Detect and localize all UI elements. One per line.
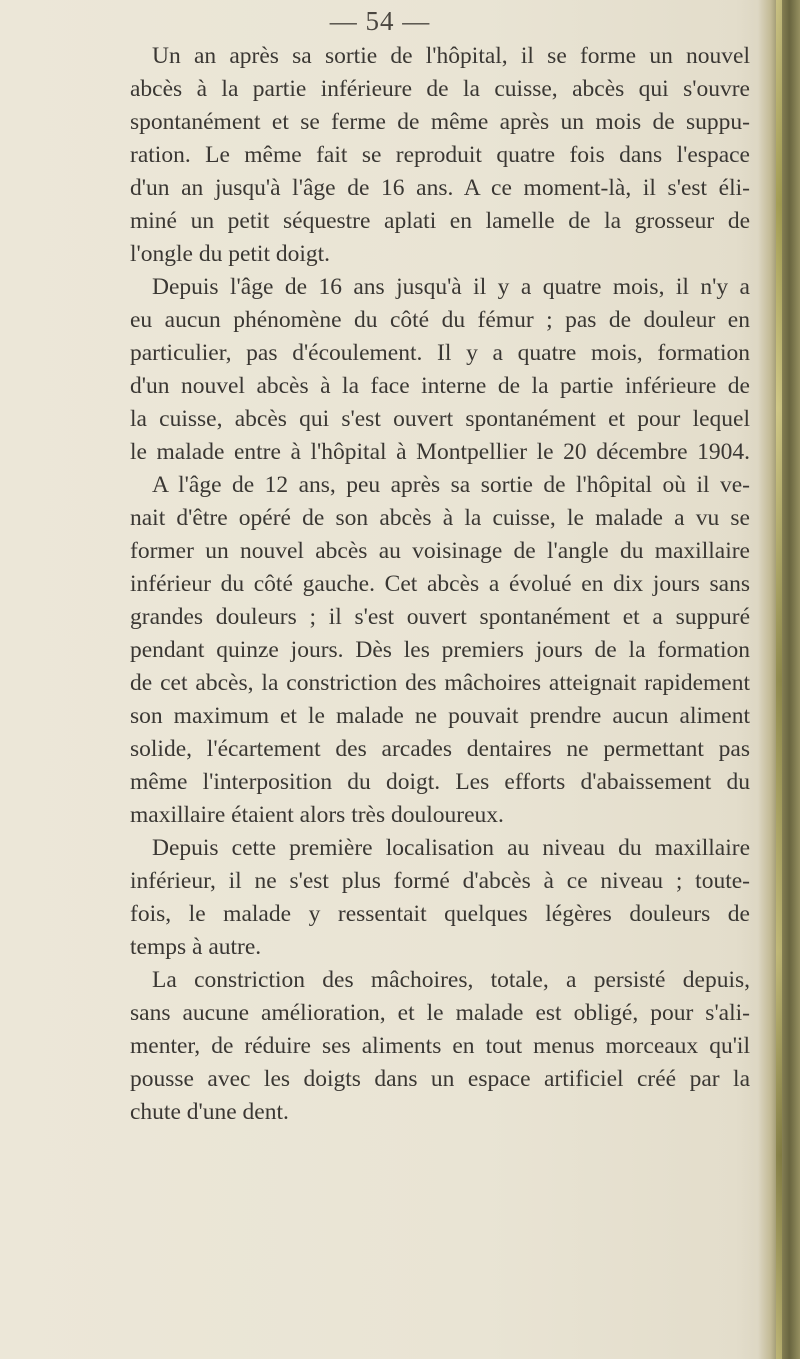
text-line: La constriction des mâchoires, totale, a persisté depuis, <box>152 967 750 993</box>
text-line: fois, le malade y ressentait quelques légères douleurs de <box>130 901 750 927</box>
text-line: la cuisse, abcès qui s'est ouvert spontanément et pour lequel <box>130 406 750 432</box>
text-line: Depuis cette première localisation au niveau du maxillaire <box>152 835 750 861</box>
text-line: A l'âge de 12 ans, peu après sa sortie de l'hôpital où il ve- <box>152 472 750 498</box>
text-line: Un an après sa sortie de l'hôpital, il se forme un nouvel <box>152 43 750 69</box>
text-line: maxillaire étaient alors très douloureux. <box>130 802 504 828</box>
text-line: l'ongle du petit doigt. <box>130 241 331 267</box>
text-line: pousse avec les doigts dans un espace artificiel créé par la <box>130 1066 750 1092</box>
text-line: chute d'une dent. <box>130 1099 289 1125</box>
text-line: particulier, pas d'écoulement. Il y a quatre mois, formation <box>130 340 750 366</box>
text-line: temps à autre. <box>130 934 262 960</box>
text-line: de cet abcès, la constriction des mâchoires atteignait rapidement <box>130 670 750 696</box>
text-line: pendant quinze jours. Dès les premiers jours de la formation <box>130 637 750 663</box>
page-edge-streak <box>776 0 782 1359</box>
text-body <box>130 40 750 1129</box>
text-line: Depuis l'âge de 16 ans jusqu'à il y a quatre mois, il n'y a <box>152 274 750 300</box>
text-line: le malade entre à l'hôpital à Montpellier le 20 décembre 1904. <box>130 439 750 465</box>
text-line: abcès à la partie inférieure de la cuisse, abcès qui s'ouvre <box>130 76 750 102</box>
text-line: solide, l'écartement des arcades dentaires ne permettant pas <box>130 736 750 762</box>
text-line: former un nouvel abcès au voisinage de l'angle du maxillaire <box>130 538 750 564</box>
text-line: inférieur, il ne s'est plus formé d'abcès à ce niveau ; toute- <box>130 868 750 894</box>
text-line: miné un petit séquestre aplati en lamelle de la grosseur de <box>130 208 750 234</box>
text-line: grandes douleurs ; il s'est ouvert spontanément et a suppuré <box>130 604 750 630</box>
text-line: menter, de réduire ses aliments en tout menus morceaux qu'il <box>130 1033 750 1059</box>
text-line: son maximum et le malade ne pouvait prendre aucun aliment <box>130 703 750 729</box>
text-line: nait d'être opéré de son abcès à la cuisse, le malade a vu se <box>130 505 750 531</box>
text-line: sans aucune amélioration, et le malade est obligé, pour s'ali- <box>130 1000 750 1026</box>
text-line: spontanément et se ferme de même après un mois de suppu- <box>130 109 750 135</box>
page-number: — 54 — <box>329 6 431 36</box>
text-line: d'un an jusqu'à l'âge de 16 ans. A ce moment-là, il s'est éli- <box>130 175 750 201</box>
text-line: inférieur du côté gauche. Cet abcès a évolué en dix jours sans <box>130 571 750 597</box>
text-line: eu aucun phénomène du côté du fémur ; pas de douleur en <box>130 307 750 333</box>
text-line: même l'interposition du doigt. Les efforts d'abaissement du <box>130 769 750 795</box>
text-line: d'un nouvel abcès à la face interne de la partie inférieure de <box>130 373 750 399</box>
text-line: ration. Le même fait se reproduit quatre fois dans l'espace <box>130 142 750 168</box>
